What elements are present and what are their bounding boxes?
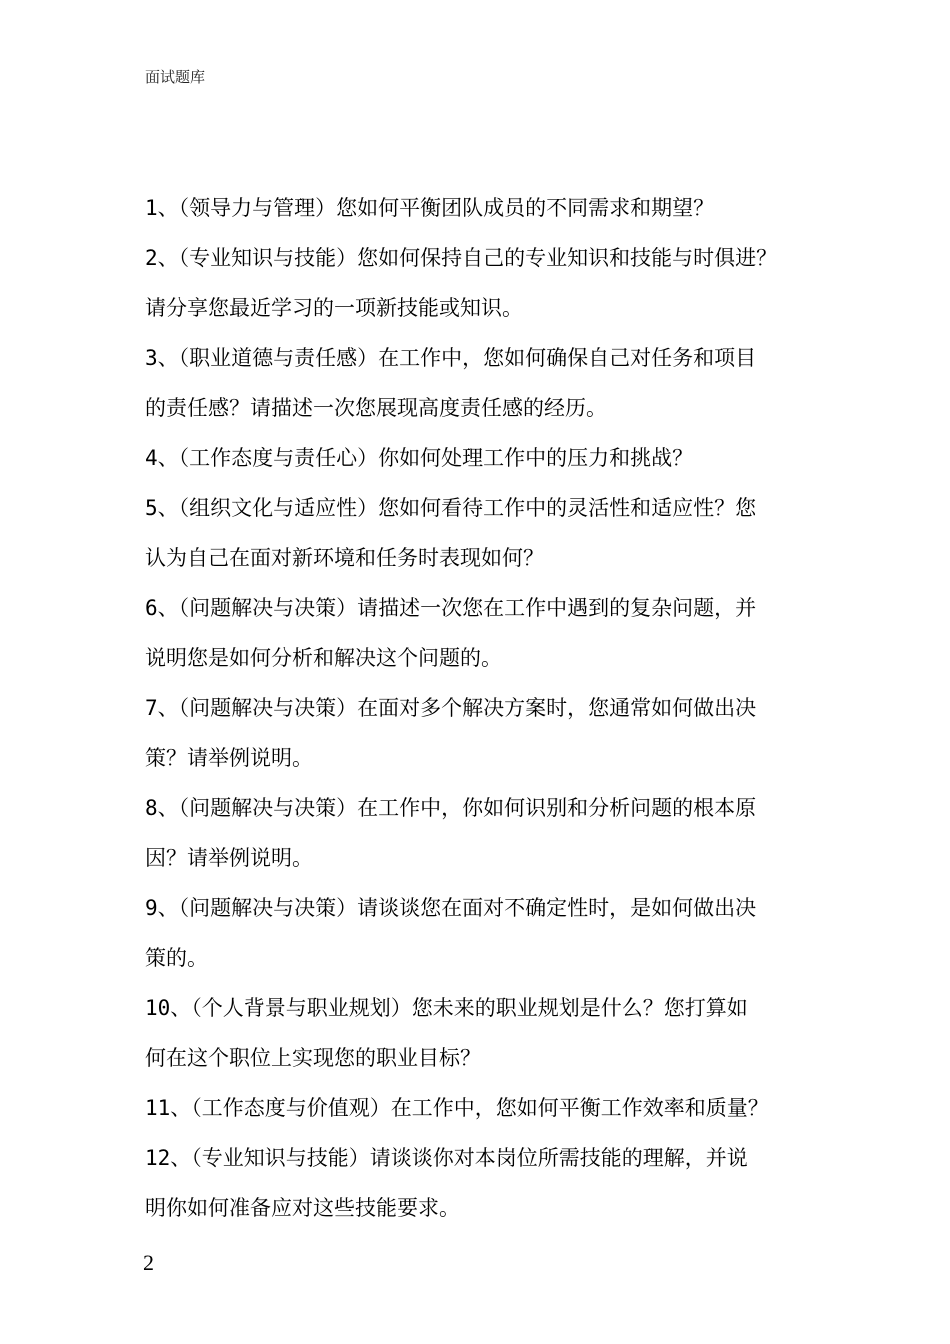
question-3-line-2: 的责任感？请描述一次您展现高度责任感的经历。 — [145, 396, 607, 420]
question-3-line-1: 3、（职业道德与责任感）在工作中，您如何确保自己对任务和项目 — [145, 346, 757, 370]
question-11-line-1: 11、（工作态度与价值观）在工作中，您如何平衡工作效率和质量？ — [145, 1096, 769, 1120]
question-1-line-1: 1、（领导力与管理）您如何平衡团队成员的不同需求和期望？ — [145, 196, 715, 220]
question-10-line-2: 何在这个职位上实现您的职业目标？ — [145, 1046, 481, 1070]
question-8-line-2: 因？请举例说明。 — [145, 846, 313, 870]
question-10 — [145, 983, 815, 1083]
question-7-line-2: 策？请举例说明。 — [145, 746, 313, 770]
question-10-line-1: 10、（个人背景与职业规划）您未来的职业规划是什么？您打算如 — [145, 996, 748, 1020]
page-number: 2 — [143, 1250, 154, 1275]
question-12-line-1: 12、（专业知识与技能）请谈谈你对本岗位所需技能的理解，并说 — [145, 1146, 748, 1170]
question-4-line-1: 4、（工作态度与责任心）你如何处理工作中的压力和挑战？ — [145, 446, 694, 470]
question-2-line-2: 请分享您最近学习的一项新技能或知识。 — [145, 296, 523, 320]
question-6-line-2: 说明您是如何分析和解决这个问题的。 — [145, 646, 502, 670]
question-1 — [145, 183, 815, 233]
question-8 — [145, 783, 815, 883]
question-2-line-1: 2、（专业知识与技能）您如何保持自己的专业知识和技能与时俱进？ — [145, 246, 778, 270]
question-11 — [145, 1083, 815, 1133]
question-9-line-2: 策的。 — [145, 946, 208, 970]
question-5-line-1: 5、（组织文化与适应性）您如何看待工作中的灵活性和适应性？您 — [145, 496, 757, 520]
question-12 — [145, 1133, 815, 1233]
question-9-line-1: 9、（问题解决与决策）请谈谈您在面对不确定性时，是如何做出决 — [145, 896, 757, 920]
question-7-line-1: 7、（问题解决与决策）在面对多个解决方案时，您通常如何做出决 — [145, 696, 757, 720]
question-6-line-1: 6、（问题解决与决策）请描述一次您在工作中遇到的复杂问题，并 — [145, 596, 757, 620]
question-12-line-2: 明你如何准备应对这些技能要求。 — [145, 1196, 460, 1220]
question-8-line-1: 8、（问题解决与决策）在工作中，你如何识别和分析问题的根本原 — [145, 796, 757, 820]
question-list — [145, 183, 815, 1233]
question-5-line-2: 认为自己在面对新环境和任务时表现如何？ — [145, 546, 544, 570]
question-3 — [145, 333, 815, 433]
question-5 — [145, 483, 815, 583]
question-6 — [145, 583, 815, 683]
page-header: 面试题库 — [145, 68, 206, 86]
question-7 — [145, 683, 815, 783]
question-4 — [145, 433, 815, 483]
question-9 — [145, 883, 815, 983]
question-2 — [145, 233, 815, 333]
